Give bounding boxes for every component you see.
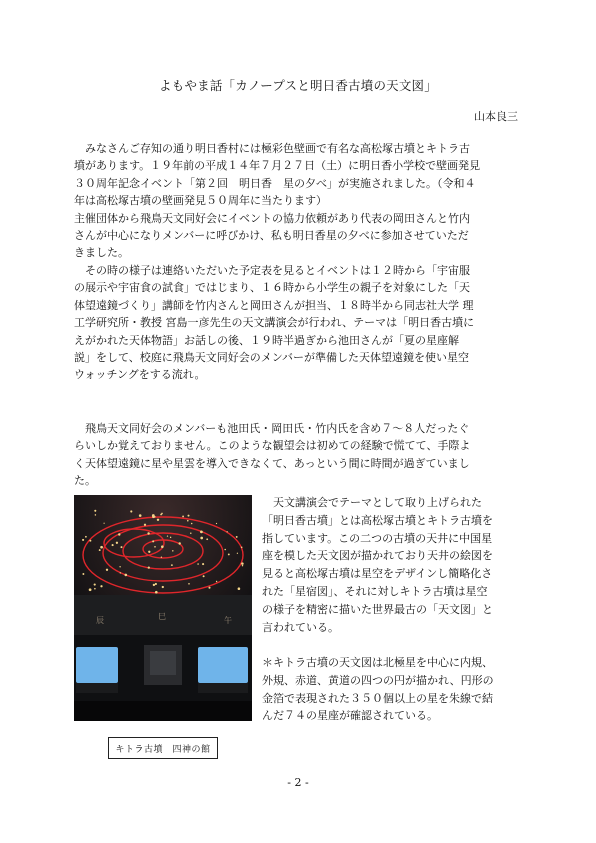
ceiling-star (161, 557, 162, 558)
ceiling-star (167, 535, 168, 536)
ceiling-star (241, 562, 244, 565)
ceiling-star (125, 574, 128, 577)
side-paragraph: ＊キトラ古墳の天文図は北極星を中心に内規、 外規、赤道、黄道の四つの円が描かれ、円形の 金箔で表現された３５０個以上の星を朱線で結 んだ７４の星座が確認されている。 (262, 656, 494, 723)
ceiling-star (118, 533, 120, 535)
ceiling-star (188, 583, 190, 585)
display-screen-right (198, 647, 248, 683)
body-paragraph: みなさんご存知の通り明日香村には極彩色壁画で有名な高松塚古墳とキトラ古 墳があります。１９年前の平成１４年７月２７日（土）に明日香小学校で壁画発見 ３０周年記念イベント「第２回 明日香 星の夕べ」が実施されました。（令和４ 年は高松塚古墳の壁画発見５０周年に当たります） 主催団体から飛鳥天文同好会にイベントの協力依頼があり代表の岡田さんと竹内 さんが中心になりメンバーに呼びかけ、私も明日香星の夕べに参加させていただ きました。 (74, 142, 481, 260)
ceiling-star (178, 542, 180, 544)
ceiling-star (85, 536, 87, 538)
photo-caption: キトラ古墳 四神の館 (108, 737, 218, 759)
ceiling-star (182, 515, 184, 517)
wall-label: 午 (224, 616, 232, 625)
ceiling-star (154, 546, 156, 548)
ceiling-star (116, 542, 118, 544)
ceiling-star (119, 566, 120, 567)
ceiling-star (99, 549, 101, 551)
ceiling-star (155, 583, 157, 585)
ceiling-star (203, 575, 205, 577)
ceiling-star (148, 566, 150, 568)
kitora-planetarium-photo (74, 495, 252, 721)
ceiling-star (104, 523, 105, 524)
ceiling-star (191, 523, 193, 525)
display-screen-left (76, 647, 118, 683)
ceiling-star (144, 524, 146, 526)
ceiling-star (190, 532, 191, 533)
ceiling-star (95, 514, 97, 516)
ceiling-star (94, 510, 96, 512)
ceiling-star (100, 585, 102, 587)
ceiling-star (153, 584, 155, 586)
ceiling-star (238, 587, 241, 590)
ceiling-star (197, 563, 199, 565)
article-title: よもやま話「カノープスと明日香古墳の天文図」 (159, 78, 437, 93)
ceiling-star (160, 514, 162, 516)
ceiling-star (236, 536, 238, 538)
ceiling-star (120, 546, 122, 548)
ceiling-star (157, 519, 159, 521)
ceiling-star (89, 588, 92, 591)
ceiling-star (228, 553, 230, 555)
ceiling-star (112, 544, 114, 546)
ceiling-star (227, 531, 228, 532)
ceiling-star (172, 550, 173, 551)
body-paragraph: 飛鳥天文同好会のメンバーも池田氏・岡田氏・竹内氏を含め７～８人だったぐ らいしか覚えておりません。このような観望会は初めての経験で慌てて、手際よ く天体望遠鏡に星や星雲を導入できなくて、あっという間に時間が過ぎていまし た。 (74, 422, 471, 488)
ceiling-star (161, 545, 164, 548)
photo-illustration (74, 495, 252, 721)
ceiling-star (100, 546, 103, 549)
ceiling-star (216, 523, 217, 524)
ceiling-star (82, 573, 84, 575)
ceiling-star (200, 531, 203, 534)
ceiling-star (170, 537, 171, 538)
ceiling-star (237, 553, 238, 554)
ceiling-star (187, 520, 189, 522)
ceiling-star (200, 537, 203, 540)
ceiling-star (171, 564, 173, 566)
ceiling-star (202, 563, 204, 565)
ceiling-star (162, 586, 164, 588)
ceiling-star (106, 569, 108, 571)
ceiling-star (155, 591, 158, 594)
body-paragraph: その時の様子は連絡いただいた予定表を見るとイベントは１２時から「宇宙服 の展示や宇宙食の試食」ではじまり、１６時から小学生の親子を対象にした「天 体望遠鏡づくり」講師を竹内さんと岡田さんが担当、１８時半から同志社大学 理 工学研究所・教授 宮島一彦先生の天文講演会が行われ、テーマは「明日香古墳に えがかれた天体物語」お話しの後、１９時半過ぎから池田さんが「夏の星座解 説」をして、校庭に飛鳥天文同好会のメンバーが準備した天体望遠鏡を使い星空 ウォッチングをする流れ。 (74, 264, 475, 382)
wall-label: 巳 (158, 612, 166, 621)
ceiling-star (148, 551, 150, 553)
side-paragraph: 天文講演会でテーマとして取り上げられた 「明日香古墳」とは高松塚古墳とキトラ古墳を 指しています。この二つの古墳の天井に中国星 座を模した天文図が描かれており天井の絵図を 見ると高松塚古墳は星空をデザインし簡略化さ れた「星宿図」、それに対しキトラ古墳は星空 の様子を精密に描いた世界最古の「天文図」と 言われている。 (262, 496, 493, 634)
ceiling-star (224, 549, 226, 551)
ceiling-star (208, 587, 210, 589)
ceiling-star (152, 514, 155, 517)
ceiling-star (120, 572, 121, 573)
ceiling-star (94, 588, 96, 590)
ceiling-star (139, 514, 142, 517)
ceiling-star (82, 539, 84, 541)
author-name: 山本良三 (474, 110, 518, 123)
ceiling-star (89, 540, 91, 542)
ceiling-star (130, 510, 132, 512)
ceiling-star (188, 515, 190, 517)
page-number: - 2 - (287, 776, 309, 789)
ceiling-star (147, 532, 149, 534)
ceiling-star (152, 540, 154, 542)
wall-label: 辰 (96, 616, 104, 625)
ceiling-star (241, 547, 243, 549)
ceiling-star (216, 581, 217, 582)
ceiling-star (94, 584, 96, 586)
ceiling-star (242, 565, 243, 566)
ceiling-star (206, 538, 208, 540)
